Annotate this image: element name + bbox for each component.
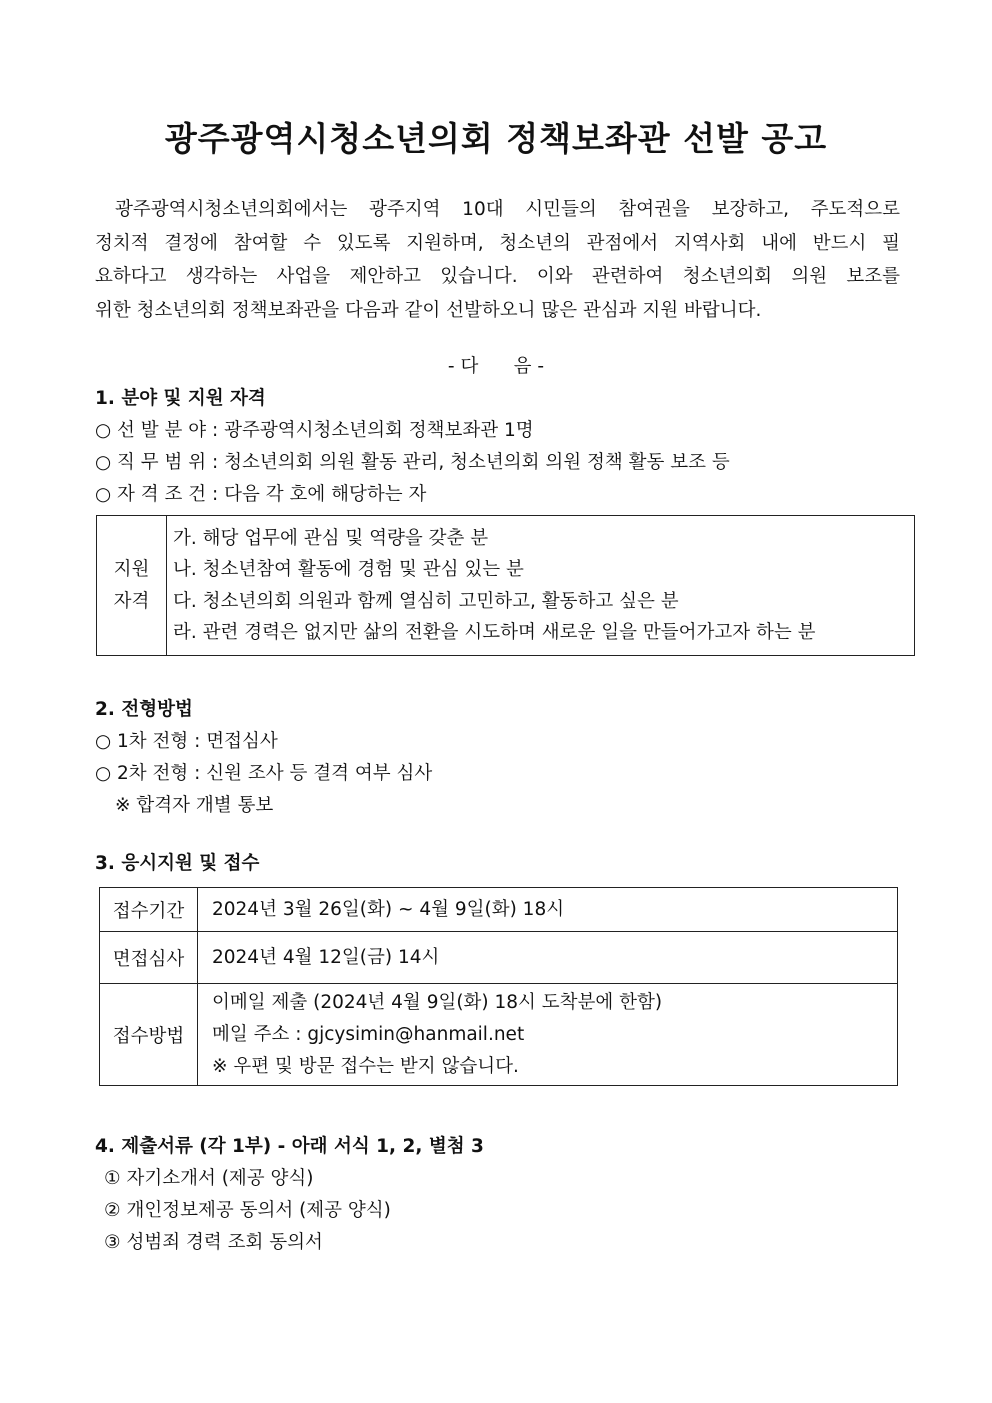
row-label: 면접심사 bbox=[100, 932, 198, 984]
row-value-line: ※ 우편 및 방문 접수는 받지 않습니다. bbox=[212, 1055, 519, 1077]
row-value-line: 2024년 3월 26일(화) ~ 4월 9일(화) 18시 bbox=[212, 898, 565, 920]
qualification-label-line: 자격 bbox=[113, 590, 150, 612]
section3-heading: 3. 응시지원 및 접수 bbox=[95, 853, 260, 874]
section1-heading: 1. 분야 및 지원 자격 bbox=[95, 388, 266, 409]
row-value bbox=[198, 984, 898, 1086]
section2-item: ○ 2차 전형 : 신원 조사 등 결격 여부 심사 bbox=[95, 763, 433, 784]
intro-line: 정치적 결정에 참여할 수 있도록 지원하며, 청소년의 관점에서 지역사회 내에 반드시 필 bbox=[95, 232, 900, 254]
row-label: 접수방법 bbox=[100, 984, 198, 1086]
row-value bbox=[198, 888, 898, 932]
section4-item: ② 개인정보제공 동의서 (제공 양식) bbox=[104, 1200, 391, 1221]
separator: - 다 음 - bbox=[447, 356, 545, 377]
section4-item: ③ 성범죄 경력 조회 동의서 bbox=[104, 1232, 323, 1253]
table-row bbox=[100, 984, 898, 1086]
intro-line: 광주광역시청소년의회에서는 광주지역 10대 시민들의 참여권을 보장하고, 주도적으로 bbox=[115, 199, 900, 220]
section1-item: ○ 직 무 범 위 : 청소년의회 의원 활동 관리, 청소년의회 의원 정책 활동 보조 등 bbox=[95, 452, 730, 473]
section4-item: ① 자기소개서 (제공 양식) bbox=[104, 1168, 314, 1189]
section1-item: ○ 선 발 분 야 : 광주광역시청소년의회 정책보좌관 1명 bbox=[95, 420, 534, 441]
section2-note: ※ 합격자 개별 통보 bbox=[115, 795, 274, 816]
qualification-label bbox=[97, 516, 167, 656]
intro-line: 요하다고 생각하는 사업을 제안하고 있습니다. 이와 관련하여 청소년의회 의원 보조를 bbox=[95, 266, 900, 287]
application-table bbox=[99, 887, 898, 1086]
qualification-item: 가. 해당 업무에 관심 및 역량을 갖춘 분 bbox=[173, 527, 489, 549]
qualification-item: 다. 청소년의회 의원과 함께 열심히 고민하고, 활동하고 싶은 분 bbox=[173, 590, 679, 612]
row-value-line: 2024년 4월 12일(금) 14시 bbox=[212, 946, 440, 968]
row-value bbox=[198, 932, 898, 984]
section2-heading: 2. 전형방법 bbox=[95, 699, 193, 720]
page-title: 광주광역시청소년의회 정책보좌관 선발 공고 bbox=[164, 119, 828, 158]
row-value-line: 이메일 제출 (2024년 4월 9일(화) 18시 도착분에 한함) bbox=[212, 991, 663, 1013]
qualification-label-line: 지원 bbox=[113, 558, 150, 580]
qualification-table bbox=[96, 515, 915, 656]
intro-paragraph bbox=[95, 193, 900, 327]
section2-item: ○ 1차 전형 : 면접심사 bbox=[95, 731, 278, 752]
intro-line: 위한 청소년의회 정책보좌관을 다음과 같이 선발하오니 많은 관심과 지원 바랍니다. bbox=[95, 299, 762, 321]
qualification-item: 나. 청소년참여 활동에 경험 및 관심 있는 분 bbox=[173, 559, 524, 580]
qualification-item: 라. 관련 경력은 없지만 삶의 전환을 시도하며 새로운 일을 만들어가고자 하는 분 bbox=[173, 622, 816, 643]
table-row bbox=[100, 932, 898, 984]
row-label: 접수기간 bbox=[100, 888, 198, 932]
qualification-list bbox=[167, 516, 915, 656]
section4-heading: 4. 제출서류 (각 1부) - 아래 서식 1, 2, 별첨 3 bbox=[95, 1136, 484, 1157]
section1-item: ○ 자 격 조 건 : 다음 각 호에 해당하는 자 bbox=[95, 484, 427, 505]
table-row bbox=[100, 888, 898, 932]
email-address: 메일 주소 : gjcysimin@hanmail.net bbox=[212, 1023, 525, 1045]
